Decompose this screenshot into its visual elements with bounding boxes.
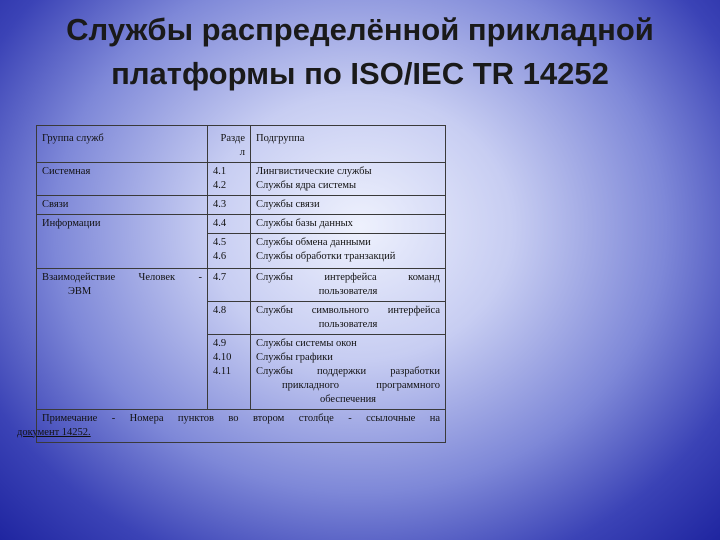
row-interaction-group xyxy=(37,268,208,334)
sub-database: Службы базы данных xyxy=(251,215,446,234)
header-section xyxy=(208,126,251,163)
section-4-7: 4.7 xyxy=(208,268,251,301)
section-4-3: 4.3 xyxy=(208,196,251,215)
section-4-8: 4.8 xyxy=(208,301,251,334)
row-info-1 xyxy=(37,215,446,234)
row-info-sections-2 xyxy=(208,234,251,269)
row-info-2 xyxy=(37,234,446,269)
row-comm xyxy=(37,196,446,215)
section-4-6: 4.6 xyxy=(213,251,227,262)
section-4-1: 4.1 xyxy=(213,166,227,177)
sub-dev-support-end: обеспечения xyxy=(319,393,377,405)
interaction-group-line1 xyxy=(42,271,202,285)
note-line2-text: документ 14252. xyxy=(17,426,91,438)
header-subgroup: Подгруппа xyxy=(251,126,446,163)
computer-word: ЭВМ xyxy=(68,285,92,297)
row-info-subgroups-2 xyxy=(251,234,446,269)
sub-transactions: Службы обработки транзакций xyxy=(256,251,396,262)
human-word: Человек xyxy=(138,271,176,283)
sub-command-interface: Службы интерфейса команд xyxy=(256,271,440,283)
row-interaction-sub3 xyxy=(251,334,446,409)
section-4-2: 4.2 xyxy=(213,180,227,191)
note-row xyxy=(37,409,446,442)
note-line1-text: Примечание - Номера пунктов во втором столбце - ссылочные на xyxy=(42,412,440,424)
row-system-subgroups xyxy=(251,163,446,196)
row-interaction-sub2 xyxy=(251,301,446,334)
sub-dev-support: Службы поддержки разработки xyxy=(256,365,440,377)
interaction-word: Взаимодействие xyxy=(42,271,116,283)
services-table xyxy=(17,125,446,443)
slide-title-line1: Службы распределённой прикладной xyxy=(66,12,654,47)
sub-symbolic-interface: Службы символьного интерфейса xyxy=(256,304,440,316)
sub-data-exchange: Службы обмена данными xyxy=(256,237,371,248)
row-info-group: Информации xyxy=(37,215,208,234)
sub-command-interface-cont: пользователя xyxy=(318,285,378,297)
row-system-group: Системная xyxy=(37,163,208,196)
sub-symbolic-interface-cont: пользователя xyxy=(318,318,378,330)
section-4-4: 4.4 xyxy=(208,215,251,234)
row-system-sections xyxy=(208,163,251,196)
row-system xyxy=(37,163,446,196)
section-4-11: 4.11 xyxy=(213,365,231,377)
sub-communication: Службы связи xyxy=(251,196,446,215)
row-interaction-group-cont xyxy=(37,334,208,409)
table-note xyxy=(17,409,446,442)
note-line1 xyxy=(42,412,440,426)
dash: - xyxy=(198,271,202,283)
slide-title-line2: платформы по ISO/IEC TR 14252 xyxy=(111,56,609,91)
row-interaction-1 xyxy=(37,268,446,301)
row-comm-group: Связи xyxy=(37,196,208,215)
slide-title xyxy=(0,8,720,96)
section-4-5: 4.5 xyxy=(213,237,227,248)
row-info-group-cont xyxy=(37,234,208,269)
header-row xyxy=(37,126,446,163)
header-group: Группа служб xyxy=(37,126,208,163)
note-line2 xyxy=(17,426,440,440)
sub-graphics: Службы графики xyxy=(256,351,333,363)
sub-windows: Службы системы окон xyxy=(256,337,357,349)
section-4-10: 4.10 xyxy=(213,351,232,363)
row-interaction-sections-3 xyxy=(208,334,251,409)
row-interaction-sub1 xyxy=(251,268,446,301)
header-section-label: Разде л xyxy=(220,133,245,158)
sub-dev-support-cont: прикладного программного xyxy=(282,379,440,391)
section-4-9: 4.9 xyxy=(213,337,227,349)
sub-linguistic: Лингвистические службы xyxy=(256,166,372,177)
sub-kernel: Службы ядра системы xyxy=(256,180,357,191)
row-interaction-3 xyxy=(37,334,446,409)
